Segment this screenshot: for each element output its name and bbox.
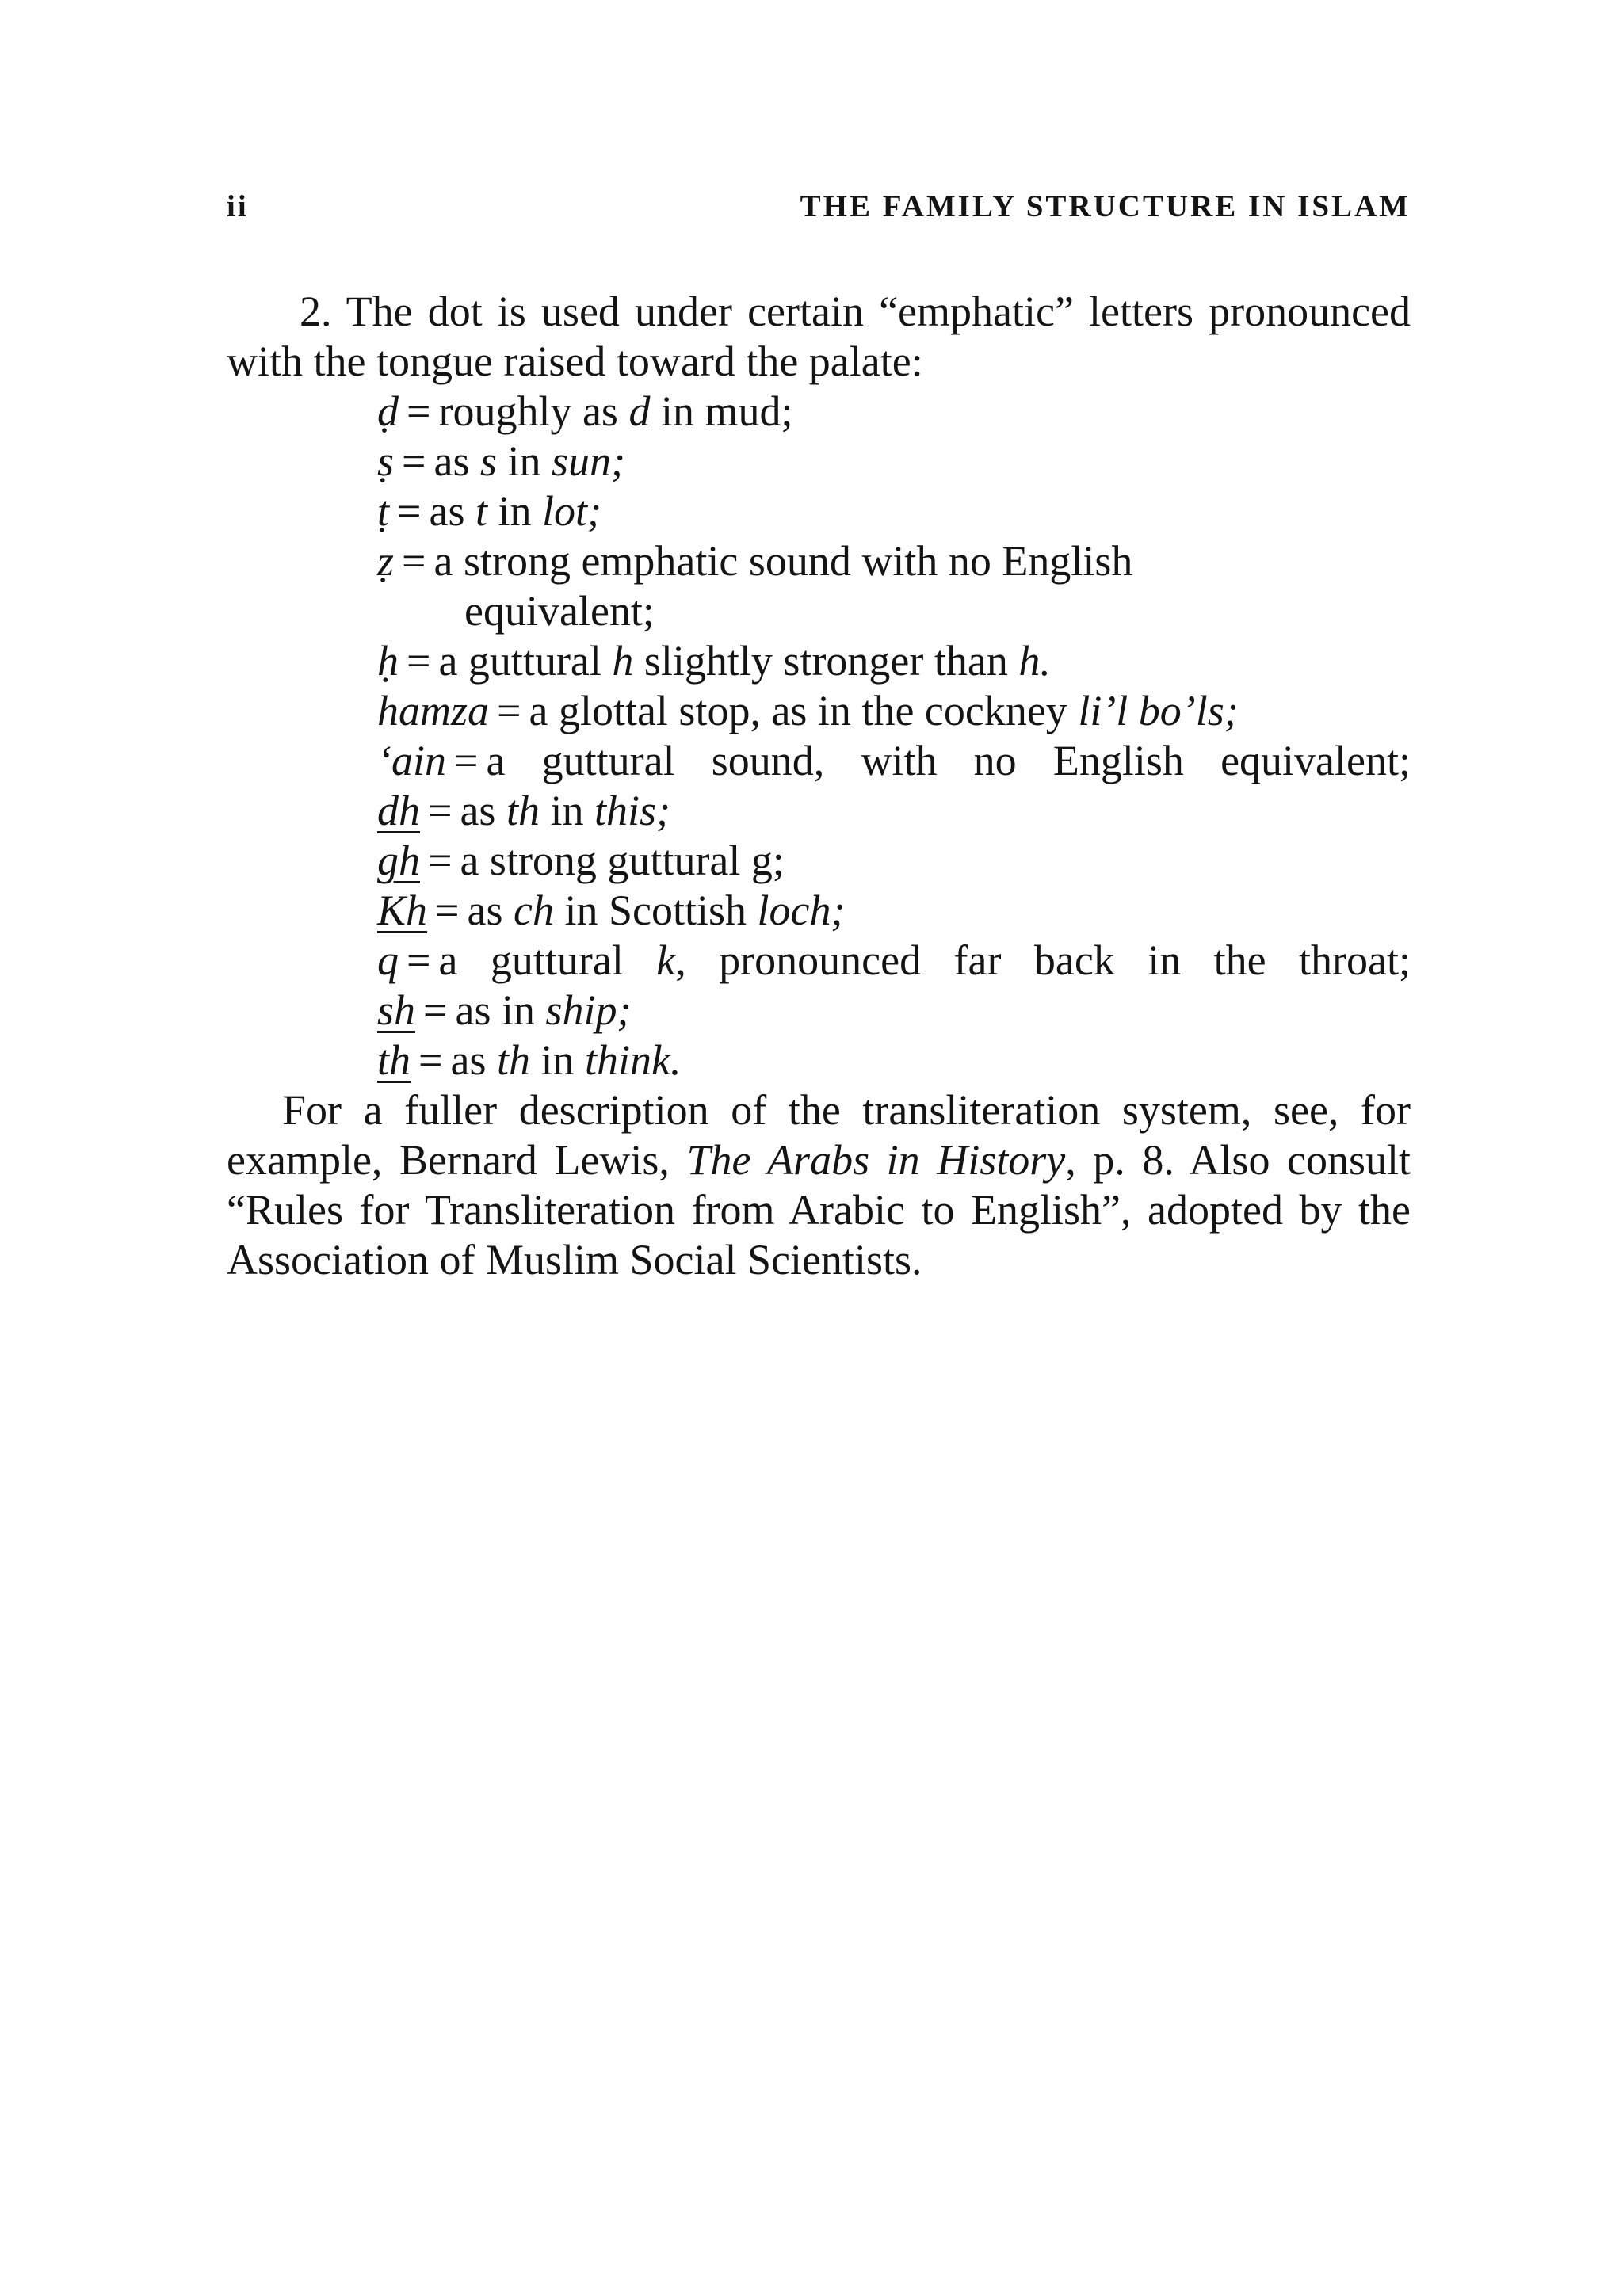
closing-paragraph: For a fuller description of the transliteration system, see, for example, Bernard Lewis, The Arabs in History, p. 8. Also consult “Rules for Transliteration from Arabic to English”, adopted by the Association of Muslim Social Scientists. <box>227 1086 1411 1283</box>
definition-sh: sh = as in ship; <box>377 986 632 1034</box>
intro-paragraph: 2. The dot is used under certain “emphatic” letters pronounced with the tongue raised toward the palate: <box>227 288 1411 385</box>
continuation-line: equivalent; <box>464 587 655 635</box>
book-title: The Arabs in History <box>686 1136 1066 1184</box>
term: Kh <box>377 887 428 934</box>
term: sh <box>377 986 416 1034</box>
definition-q: q = a guttural k, pronounced far back in the throat; <box>377 936 1411 984</box>
term: th <box>377 1036 411 1084</box>
term: ẓ <box>377 537 395 585</box>
definition-h-dot: ḥ = a guttural h slightly stronger than h. <box>377 637 1051 685</box>
term: hamza <box>377 687 490 734</box>
definition-hamza: hamza = a glottal stop, as in the cockney li’l bo’ls; <box>377 687 1239 734</box>
definition-t-dot: ṭ = as t in lot; <box>377 487 601 535</box>
definition-gh: gh = a strong guttural g; <box>377 837 785 884</box>
term: ‘ain <box>377 737 446 784</box>
definition-dh: dh = as th in this; <box>377 787 670 834</box>
term: ṭ <box>377 487 390 535</box>
running-title: THE FAMILY STRUCTURE IN ISLAM <box>800 189 1411 223</box>
body-text <box>227 287 1411 1285</box>
definition-d-dot: ḍ = roughly as d in mud; <box>377 387 793 435</box>
term: ḍ <box>377 387 399 435</box>
definition-kh: Kh = as ch in Scottish loch; <box>377 887 846 934</box>
definition-th: th = as th in think. <box>377 1036 682 1084</box>
term: q <box>377 936 399 984</box>
term: dh <box>377 787 420 834</box>
running-head <box>227 189 1411 228</box>
definition-s-dot: ṣ = as s in sun; <box>377 437 625 485</box>
definition-z-dot: ẓ = a strong emphatic sound with no English equivalent; <box>227 536 1411 636</box>
term: ḥ <box>377 637 399 685</box>
page-number: ii <box>227 189 249 223</box>
term: gh <box>377 837 420 884</box>
definition-ain: ‘ain = a guttural sound, with no English equivalent; <box>377 737 1411 784</box>
transliteration-list <box>227 387 1411 1085</box>
term: ṣ <box>377 437 395 485</box>
